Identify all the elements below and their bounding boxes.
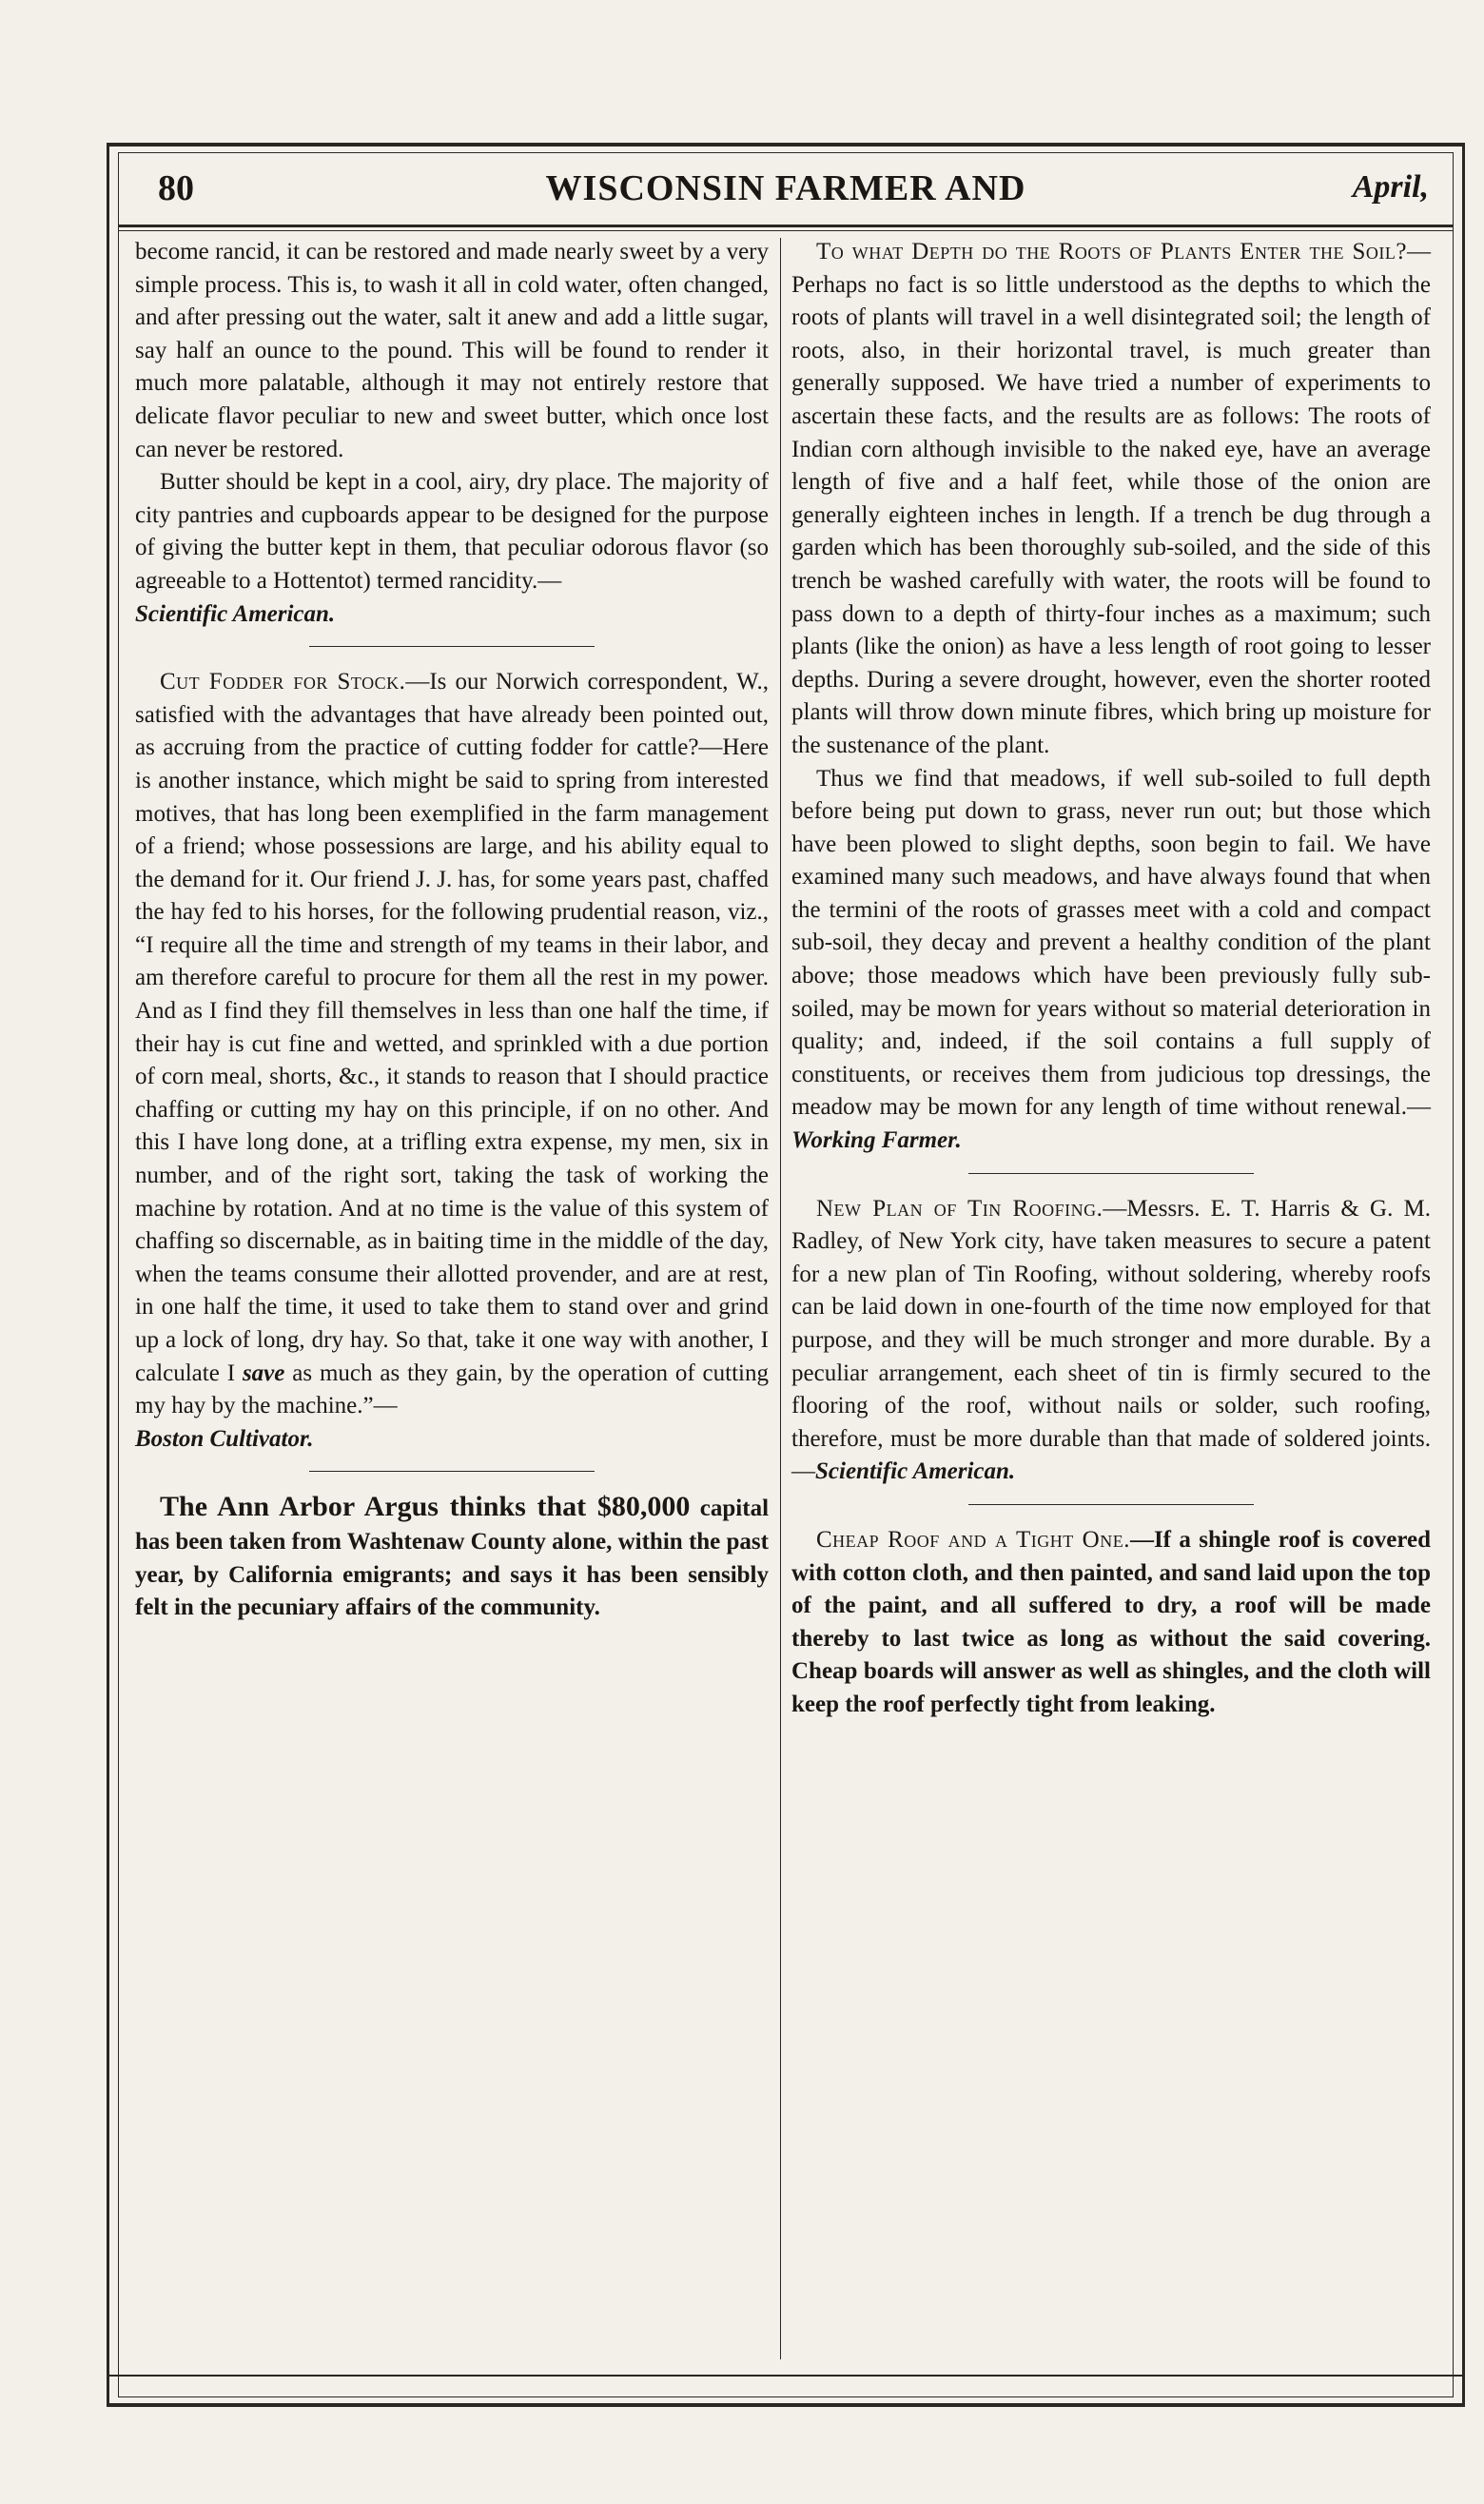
paragraph-text: Thus we find that meadows, if well sub-soiled to full depth before being put down to grass, never run out; but those which have been plowed to slight depths, soon begin to fail. We have examined many such meadows, and have always found that when the termini of the roots of grasses meet with a cold and compact sub-soil, they decay and prevent a healthy condition of the plant above; those meadows which have been previously fully sub-soiled, may be mown for years without so material deterioration in quality; and, indeed, if the soil contains a full supply of constituents, or receives them from judicious top dressings, the meadow may be mown for any length of time without renewal.— bbox=[791, 765, 1431, 1121]
section-rule bbox=[309, 1471, 595, 1472]
article-paragraph bbox=[135, 666, 769, 1456]
paragraph-text: capital has been taken from Washtenaw County alone, within the past year, by California emigrants; and says it has been sensibly felt in the pecuniary affairs of the community. bbox=[135, 1496, 770, 1621]
article-source: Scientific American. bbox=[815, 1458, 1016, 1485]
article-fodder bbox=[135, 666, 769, 1456]
article-paragraph bbox=[791, 763, 1431, 1158]
left-column bbox=[135, 236, 769, 1625]
article-paragraph: become rancid, it can be restored and made nearly sweet by a very simple process. This is, to wash it all in cold water, often changed, and after pressing out the water, salt it anew and add a little sugar, say half an ounce to the pound. This will be found to render it much more palatable, although it may not entirely restore that delicate flavor peculiar to new and sweet butter, which once lost can never be restored. bbox=[135, 239, 769, 462]
article-cheap-roof bbox=[791, 1524, 1431, 1722]
article-paragraph bbox=[791, 1524, 1431, 1722]
column-divider bbox=[780, 238, 781, 2359]
article-butter bbox=[135, 236, 769, 631]
right-column bbox=[791, 236, 1431, 1722]
page-number: 80 bbox=[158, 168, 194, 208]
paragraph-text: —If a shingle roof is covered with cotton cloth, and then painted, and sand laid upon the top of the paint, and all suffered to dry, a roof will be made thereby to last twice as long as without the said covering. Cheap boards will answer as well as shingles, and the cloth will keep the roof perfectly tight from leaking. bbox=[791, 1526, 1431, 1717]
section-rule bbox=[968, 1504, 1254, 1505]
publication-title: WISCONSIN FARMER AND bbox=[545, 168, 1026, 208]
emphasis-word: save bbox=[242, 1360, 285, 1386]
page-header bbox=[124, 160, 1448, 219]
article-heading: To what Depth do the Roots of Plants Enter the Soil? bbox=[816, 239, 1407, 264]
article-paragraph bbox=[135, 466, 769, 631]
section-rule bbox=[309, 646, 595, 647]
article-tin-roofing bbox=[791, 1193, 1431, 1489]
article-source: Working Farmer. bbox=[791, 1127, 962, 1154]
article-lead: The Ann Arbor Argus thinks that $80,000 bbox=[160, 1491, 691, 1523]
header-rule bbox=[118, 225, 1454, 227]
article-source: Scientific American. bbox=[135, 600, 336, 627]
issue-month: April, bbox=[1352, 169, 1429, 205]
header-rule-thin bbox=[118, 230, 1454, 231]
bottom-rule bbox=[107, 2375, 1465, 2377]
paragraph-text: as much as they gain, by the operation of cutting my hay by the machine.”— bbox=[135, 1360, 769, 1419]
paragraph-text: —Perhaps no fact is so little understood as the depths to which the roots of plants will travel in a well disintegrated soil; the length of roots, also, in their horizontal travel, is much greater than generally supposed. We have tried a number of experiments to ascertain these facts, and the results are as follows: The roots of Indian corn although invisible to the naked eye, have an average length of five and a half feet, while those of the onion are generally eighteen inches in length. If a trench be dug through a garden which has been thoroughly sub-soiled, and the side of this trench be washed carefully with water, the roots will be found to pass down to a depth of thirty-four inches as a maximum; such plants (like the onion) as have a less length of root going to lesser depths. During a severe drought, however, even the shorter rooted plants will throw down minute fibres, which bring up moisture for the sustenance of the plant. bbox=[791, 239, 1431, 758]
article-argus bbox=[135, 1491, 769, 1624]
article-source: Boston Cultivator. bbox=[135, 1425, 314, 1452]
article-roots bbox=[791, 236, 1431, 1158]
paragraph-text: —Is our Norwich correspondent, W., satisfied with the advantages that have already been pointed out, as accruing from the practice of cutting fodder for cattle?—Here is another instance, which might be said to spring from interested motives, that has long been exemplified in the farm management of a friend; whose possessions are large, and his ability equal to the demand for it. Our friend J. J. has, for some years past, chaffed the hay fed to his horses, for the following prudential reason, viz., “I require all the time and strength of my teams in their labor, and am therefore careful to procure for them all the rest in my power. And as I find they fill themselves in less than one half the time, if their hay is cut fine and wetted, and sprinkled with a due portion of corn meal, shorts, &c., it stands to reason that I should practice chaffing or cutting my hay on this principle, if on no other. And this I have long done, at a trifling extra expense, my men, six in number, and of the right sort, taking the task of working the machine by rotation. And at no time is the value of this system of chaffing so discernable, as in baiting time in the middle of the day, when the teams consume their allotted provender, and are at rest, in one half the time, it used to take them to stand over and grind up a lock of long, dry hay. So that, take it one way with another, I calculate I bbox=[135, 669, 770, 1386]
article-paragraph bbox=[791, 1193, 1431, 1489]
paragraph-text: —Messrs. E. T. Harris & G. M. Radley, of New York city, have taken measures to secure a patent for a new plan of Tin Roofing, without soldering, whereby roofs can be laid down in one-fourth of the time now employed for that purpose, and they will be much stronger and more durable. By a peculiar arrangement, each sheet of tin is firmly secured to the flooring of the roof, without nails or solder, such roofing, therefore, must be more durable than that made of soldered joints.— bbox=[791, 1195, 1432, 1485]
article-heading: Cheap Roof and a Tight One. bbox=[816, 1526, 1130, 1553]
article-paragraph bbox=[135, 1491, 769, 1624]
article-heading: New Plan of Tin Roofing. bbox=[816, 1195, 1103, 1222]
article-heading: Cut Fodder for Stock. bbox=[160, 669, 406, 695]
article-paragraph bbox=[791, 236, 1431, 763]
section-rule bbox=[968, 1173, 1254, 1174]
paragraph-text: Butter should be kept in a cool, airy, dry place. The majority of city pantries and cupboards appear to be designed for the purpose of giving the butter kept in them, that peculiar odorous flavor (so agreeable to a Hottentot) termed rancidity.— bbox=[135, 469, 769, 594]
